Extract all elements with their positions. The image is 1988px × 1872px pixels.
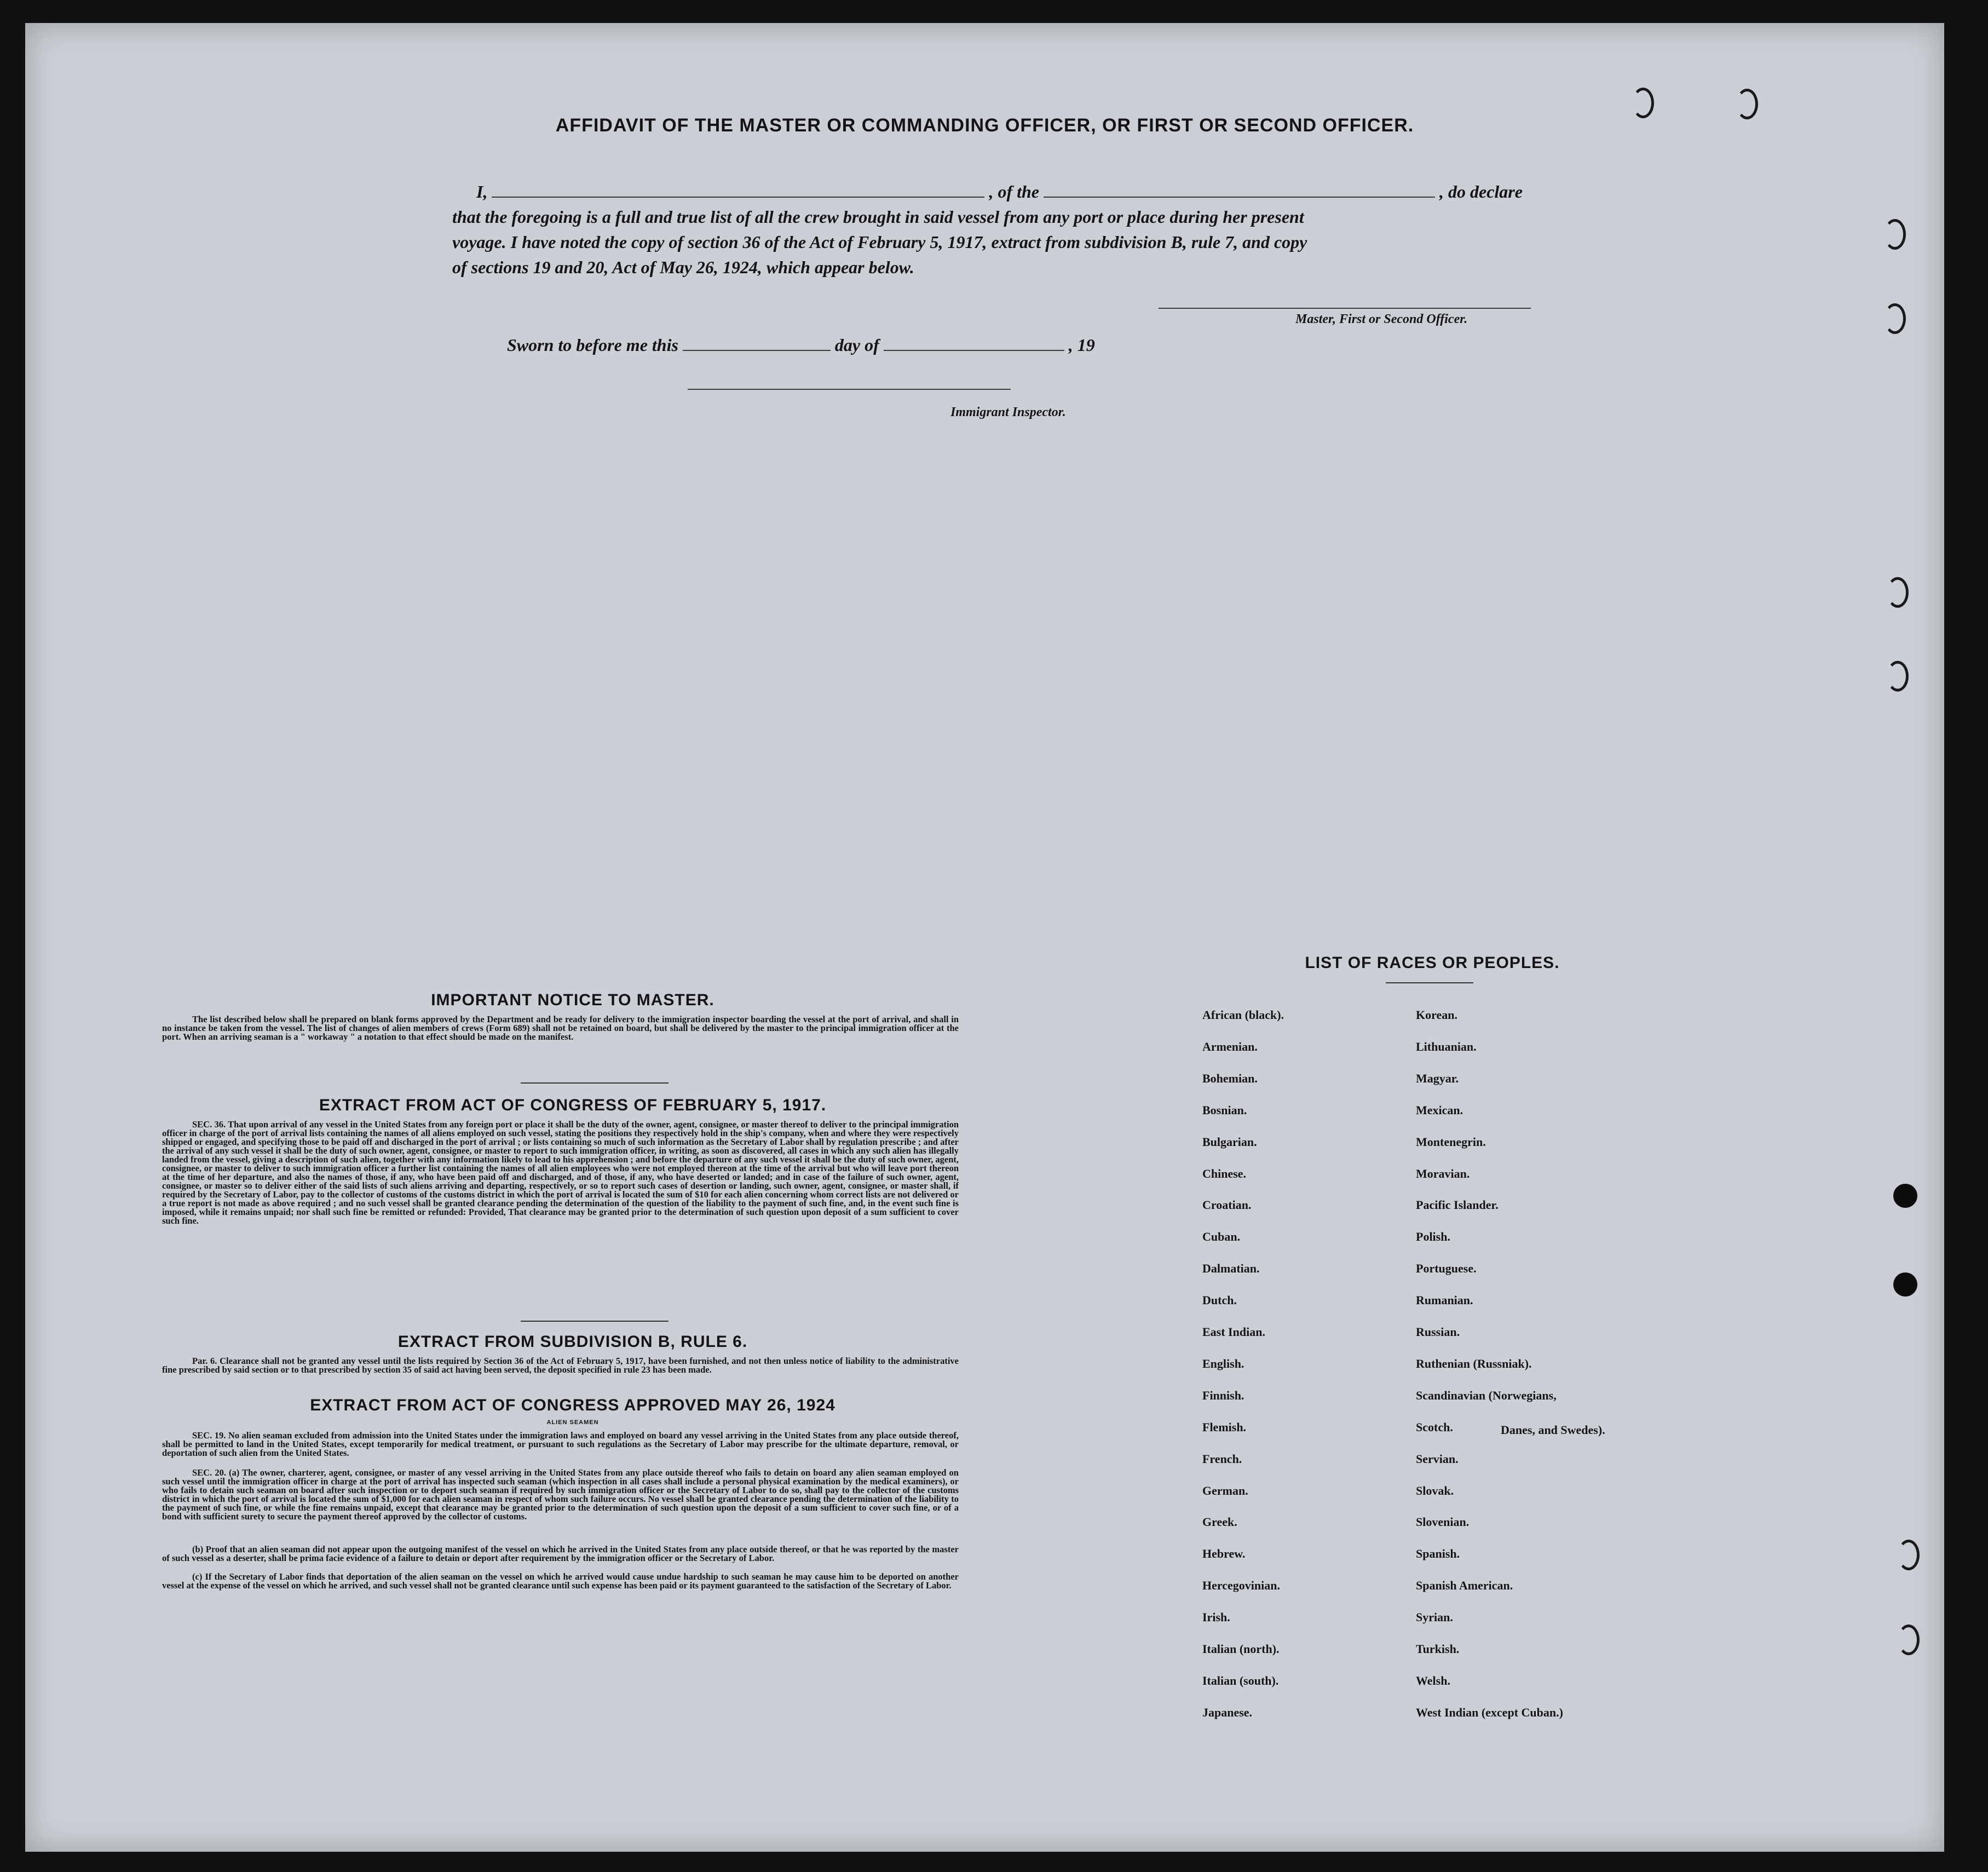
race-item: West Indian (except Cuban.) <box>1416 1705 1563 1719</box>
affidavit-of-the-label: , of the <box>989 182 1039 201</box>
race-item: English. <box>1202 1356 1244 1370</box>
sworn-day-blank[interactable] <box>683 338 831 351</box>
affidavit-do-declare-label: , do declare <box>1439 182 1523 201</box>
race-item: Bulgarian. <box>1202 1134 1257 1149</box>
race-item: Dutch. <box>1202 1293 1237 1307</box>
race-item: Croatian. <box>1202 1198 1252 1212</box>
race-item: Italian (north). <box>1202 1642 1280 1656</box>
race-item: Japanese. <box>1202 1705 1253 1719</box>
race-item: Korean. <box>1416 1008 1457 1022</box>
punch-hole-icon <box>1893 1184 1917 1208</box>
race-item: French. <box>1202 1451 1242 1466</box>
day-of-label: day of <box>834 335 879 355</box>
punch-hole-icon <box>1893 1272 1917 1297</box>
extract-1924-title: EXTRACT FROM ACT OF CONGRESS APPROVED MAY 26, 1924 <box>310 1396 835 1414</box>
race-item: Portuguese. <box>1416 1262 1477 1276</box>
race-item: Pacific Islander. <box>1416 1198 1499 1212</box>
binder-ring-icon <box>1884 303 1906 334</box>
sworn-month-blank[interactable] <box>884 338 1064 351</box>
affidavit-i-label: I, <box>476 182 488 201</box>
race-item: Scandinavian (Norwegians, <box>1416 1388 1557 1402</box>
race-item: Spanish. <box>1416 1547 1460 1561</box>
notice-title: IMPORTANT NOTICE TO MASTER. <box>431 991 714 1009</box>
binder-ring-icon <box>1632 88 1654 118</box>
race-item: Irish. <box>1202 1610 1230 1625</box>
race-item: Bohemian. <box>1202 1071 1258 1085</box>
race-item: Rumanian. <box>1416 1293 1473 1307</box>
race-item: Armenian. <box>1202 1039 1258 1053</box>
document-page <box>25 23 1944 1852</box>
race-item: Welsh. <box>1416 1673 1450 1687</box>
race-item: Servian. <box>1416 1451 1459 1466</box>
race-item: Spanish American. <box>1416 1579 1513 1593</box>
extract-rule6-title: EXTRACT FROM SUBDIVISION B, RULE 6. <box>397 1333 748 1351</box>
race-item-continuation: Danes, and Swedes). <box>1501 1423 1605 1437</box>
race-item: Lithuanian. <box>1416 1039 1477 1053</box>
race-item: Polish. <box>1416 1230 1450 1244</box>
race-item: Flemish. <box>1202 1420 1247 1434</box>
race-item: Mexican. <box>1416 1103 1463 1117</box>
year-label: , 19 <box>1068 335 1095 355</box>
sworn-label: Sworn to before me this <box>507 335 678 355</box>
races-title: LIST OF RACES OR PEOPLES. <box>1305 954 1560 972</box>
races-title-underline <box>1386 982 1473 983</box>
race-item: Magyar. <box>1416 1071 1459 1085</box>
inspector-signature-line[interactable] <box>688 389 1011 390</box>
race-item: Chinese. <box>1202 1166 1247 1180</box>
race-item: Greek. <box>1202 1515 1237 1529</box>
binder-ring-icon <box>1898 1540 1920 1570</box>
race-item: Bosnian. <box>1202 1103 1247 1117</box>
name-blank[interactable] <box>492 185 984 198</box>
vessel-blank[interactable] <box>1044 185 1435 198</box>
binder-ring-icon <box>1884 219 1906 250</box>
binder-ring-icon <box>1887 577 1909 608</box>
sworn-line <box>507 335 1095 355</box>
race-item: Scotch. <box>1416 1420 1453 1434</box>
race-item: Slovak. <box>1416 1483 1454 1497</box>
master-signature-label: Master, First or Second Officer. <box>1295 312 1468 326</box>
race-item: Moravian. <box>1416 1166 1470 1180</box>
race-item: East Indian. <box>1202 1325 1265 1339</box>
affidavit-line-1 <box>476 182 1523 202</box>
race-item: German. <box>1202 1483 1248 1497</box>
race-item: Syrian. <box>1416 1610 1453 1625</box>
extract-1917-title: EXTRACT FROM ACT OF CONGRESS OF FEBRUARY 5, 1917. <box>319 1096 827 1114</box>
race-item: Hercegovinian. <box>1202 1579 1280 1593</box>
section-divider <box>521 1082 669 1084</box>
affidavit-title: AFFIDAVIT OF THE MASTER OR COMMANDING OFFICER, OR FIRST OR SECOND OFFICER. <box>555 115 1414 136</box>
affidavit-line-3: voyage. I have noted the copy of section 36 of the Act of February 5, 1917, extract from subdivision B, rule 7, and copy <box>452 232 1307 252</box>
race-item: Italian (south). <box>1202 1673 1279 1687</box>
race-item: Dalmatian. <box>1202 1262 1260 1276</box>
extract-1924-sec20b: (b) Proof that an alien seaman did not appear upon the outgoing manifest of the vessel on which he arrived in the United States from any place outside thereof, or that he was reported by the master of such vessel as a deserter, shall be prima facie evidence of a failure to detain or deport after requirement by the immigration officer or the Secretary of Labor. <box>162 1544 959 1563</box>
race-item: Finnish. <box>1202 1388 1244 1402</box>
race-item: Turkish. <box>1416 1642 1460 1656</box>
race-item: Slovenian. <box>1416 1515 1470 1529</box>
race-item: Russian. <box>1416 1325 1460 1339</box>
extract-1917-text: SEC. 36. That upon arrival of any vessel in the United States from any foreign port or place it shall be the duty of the owner, agent, consignee, or master thereof to deliver to the principal immigration officer in charge of the port of arrival lists containing the names of all aliens employed on such vessel, stating the positions they respectively hold in the ship's company, when and where they were respectively shipped or engaged, and specifying those to be paid off and discharged in the port of arrival ; or lists containing so much of such information as the Secretary of Labor shall by regulation prescribe ; and after the arrival of any such vessel it shall be the duty of such owner, agent, consignee, or master to report to such immigration officer, in writing, as soon as discovered, all cases in which any such alien has illegally landed from the vessel, giving a description of such alien, together with any information likely to lead to his apprehension ; and before the departure of any such vessel it shall be the duty of such owner, agent, consignee, or master to deliver to such immigration officer a further list containing the names of all alien employees who were not employed thereon at the time of the arrival but who will leave port thereon at the time of her departure, and also the names of those, if any, who have been paid off and discharged, and of those, if any, who have deserted or landed; and in case of the failure of such owner, agent, consignee, or master so to deliver either of the said lists of such aliens arriving and departing, respectively, or so to report such cases of desertion or landing, such owner, agent, consignee, or master shall, if required by the Secretary of Labor, pay to the collector of customs of the customs district in which the port of arrival is located the sum of $10 for each alien concerning whom correct lists are not delivered or a true report is not made as above required ; and no such vessel shall be granted clearance pending the determination of the question of the liability to the payment of such fine, and, in the event such fine is imposed, while it remains unpaid; nor shall such fine be remitted or refunded: Provided, That clearance may be granted prior to the determination of such question upon deposit of a sum sufficient to cover such fine. <box>162 1119 959 1226</box>
race-item: Ruthenian (Russniak). <box>1416 1356 1532 1370</box>
race-item: Hebrew. <box>1202 1547 1246 1561</box>
affidavit-line-4: of sections 19 and 20, Act of May 26, 1924, which appear below. <box>452 257 914 277</box>
inspector-signature-label: Immigrant Inspector. <box>950 405 1066 419</box>
extract-1924-subtitle: ALIEN SEAMEN <box>546 1419 599 1426</box>
extract-1924-sec20c: (c) If the Secretary of Labor finds that deportation of the alien seaman on the vessel on which he arrived would cause undue hardship to such seaman he may cause him to be deported on another vessel at the expense of the vessel on which he arrived, and such vessel shall not be granted clearance until such expense has been paid or its payment guaranteed to the satisfaction of the Secretary of Labor. <box>162 1571 959 1591</box>
binder-ring-icon <box>1898 1625 1920 1655</box>
extract-rule6-text: Par. 6. Clearance shall not be granted any vessel until the lists required by Section 36 of the Act of February 5, 1917, have been furnished, and not then unless notice of liability to the administrative fine prescribed by said section or to that prescribed by section 35 of said act having been served, the deposit specified in rule 23 has been made. <box>162 1356 959 1375</box>
extract-1924-sec19: SEC. 19. No alien seaman excluded from admission into the United States under the immigration laws and employed on board any vessel arriving in the United States from any place outside thereof, shall be permitted to land in the United States, except temporarily for medical treatment, or pursuant to such regulations as the Secretary of Labor may prescribe for the ultimate departure, removal, or deportation of such alien from the United States. <box>162 1430 959 1458</box>
race-item: Cuban. <box>1202 1230 1241 1244</box>
extract-1924-sec20a: SEC. 20. (a) The owner, charterer, agent, consignee, or master of any vessel arriving in the United States from any place outside thereof who fails to detain on board any alien seaman employed on such vessel until the immigration officer in charge at the port of arrival has inspected such seaman (which inspection in all cases shall include a personal physical examination by the medical examiners), or who fails to detain such seaman on board after such inspection or to deport such seaman if required by such immigration officer or the Secretary of Labor to do so, shall pay to the collector of the customs district in which the port of arrival is located the sum of $1,000 for each alien seaman in respect of whom such failure occurs. No vessel shall be granted clearance pending the determination of the liability to the payment of such fine, or while the fine remains unpaid, except that clearance may be granted prior to the determination of such question upon the deposit of a sum sufficient to cover such fine, or of a bond with sufficient surety to secure the payment thereof approved by the collector of customs. <box>162 1467 959 1522</box>
section-divider <box>521 1321 669 1322</box>
race-item: Montenegrin. <box>1416 1134 1486 1149</box>
master-signature-line[interactable] <box>1159 308 1531 309</box>
notice-text: The list described below shall be prepared on blank forms approved by the Department and be ready for delivery to the immigration inspector boarding the vessel at the port of arrival, and shall in no instance be taken from the vessel. The list of changes of alien members of crews (Form 689) shall not be retained on board, but shall be delivered by the master to the principal immigration officer at the port. When an arriving seaman is a " workaway " a notation to that effect should be made on the manifest. <box>162 1014 959 1042</box>
affidavit-line-2: that the foregoing is a full and true list of all the crew brought in said vessel from any port or place during her present <box>452 207 1304 227</box>
binder-ring-icon <box>1887 661 1909 692</box>
race-item: African (black). <box>1202 1008 1284 1022</box>
